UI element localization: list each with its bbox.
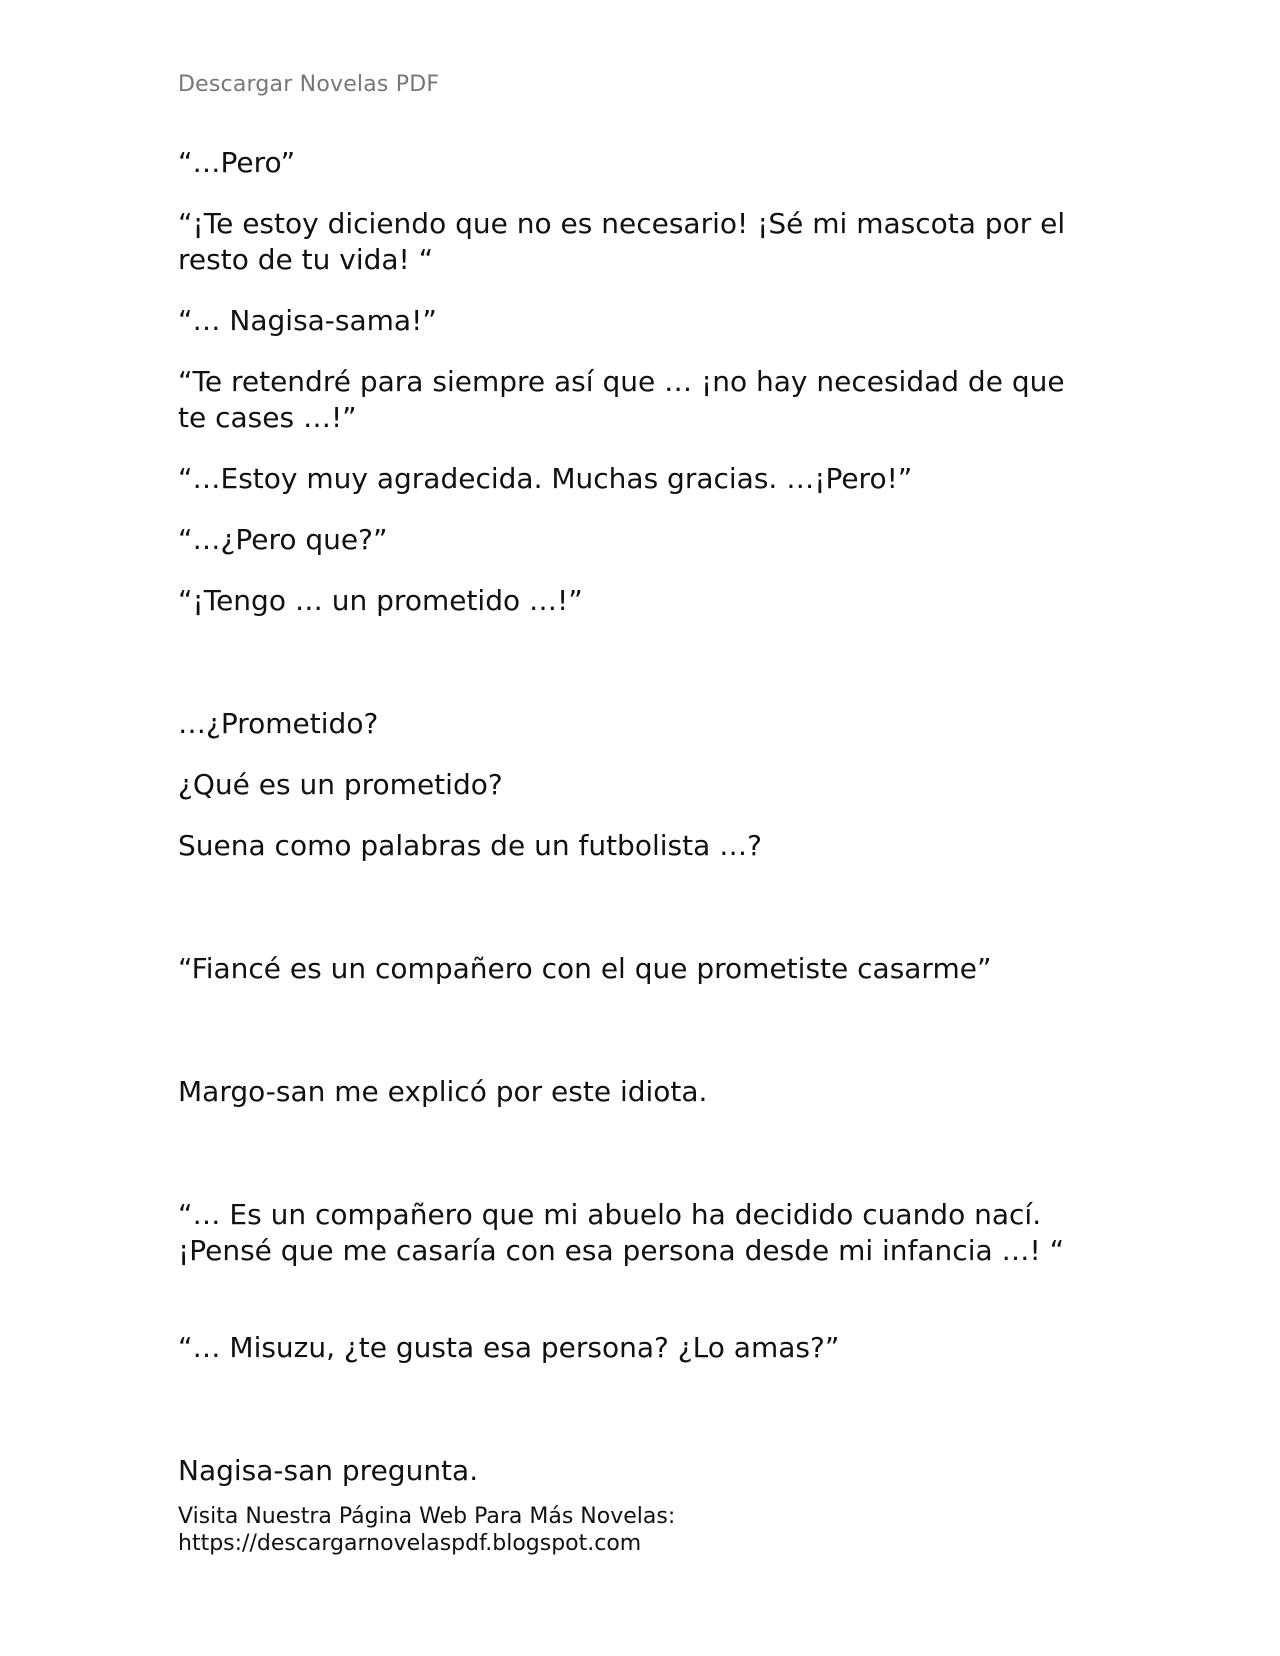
paragraph: “¡Tengo … un prometido …!” [178,584,583,617]
paragraph: “…Pero” [178,146,296,179]
paragraph: Nagisa-san pregunta. [178,1454,479,1487]
paragraph: Margo-san me explicó por este idiota. [178,1075,708,1108]
paragraph: “Te retendré para siempre así que … ¡no hay necesidad de que te cases …!” [178,365,1065,434]
paragraph: “…¿Pero que?” [178,523,388,556]
paragraph: …¿Prometido? [178,707,379,740]
page-header: Descargar Novelas PDF [178,72,440,97]
paragraph: “… Nagisa-sama!” [178,304,437,337]
footer-url-link[interactable]: https://descargarnovelaspdf.blogspot.com [178,1531,642,1556]
paragraph: Suena como palabras de un futbolista …? [178,829,763,862]
paragraph: “…Estoy muy agradecida. Muchas gracias. …¡Pero!” [178,462,913,495]
paragraph: “… Es un compañero que mi abuelo ha decidido cuando nací. ¡Pensé que me casaría con esa persona desde mi infancia …! “ [178,1198,1065,1267]
paragraph: “… Misuzu, ¿te gusta esa persona? ¿Lo amas?” [178,1331,840,1364]
paragraph: ¿Qué es un prometido? [178,768,503,801]
page-footer [178,1503,675,1557]
paragraph: “Fiancé es un compañero con el que prometiste casarme” [178,952,992,985]
footer-promo-text: Visita Nuestra Página Web Para Más Novelas: [178,1504,676,1529]
paragraph: “¡Te estoy diciendo que no es necesario! ¡Sé mi mascota por el resto de tu vida! “ [178,207,1066,276]
